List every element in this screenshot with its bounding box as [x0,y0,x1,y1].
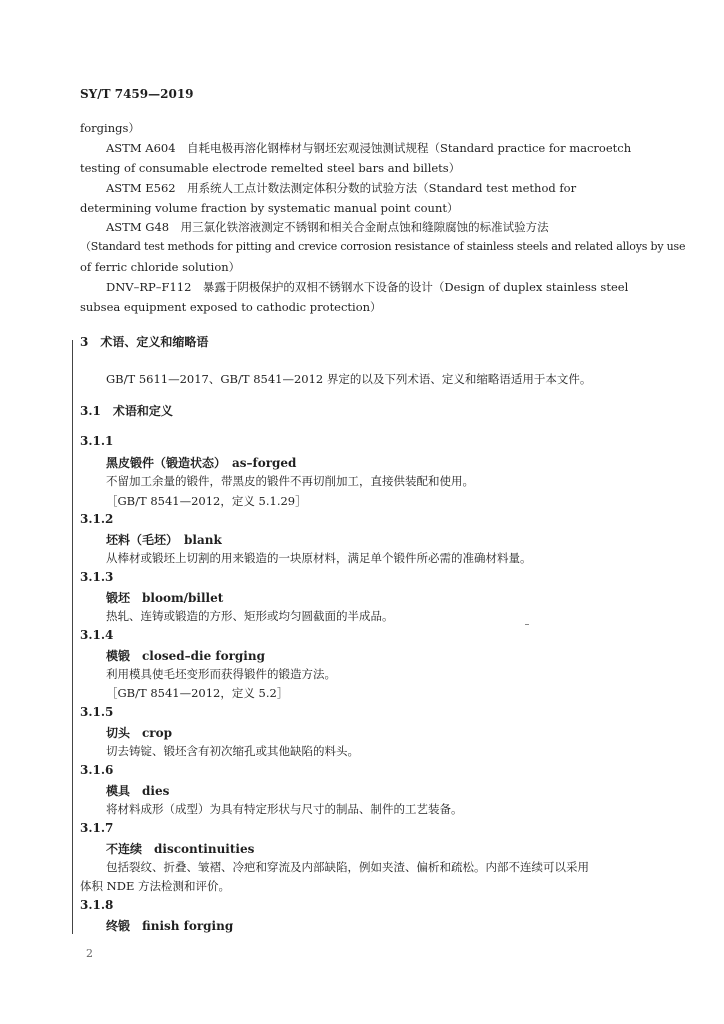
term-title: 锻坯 bloom/billet [106,591,224,605]
reference-line: of ferric chloride solution） [80,260,241,274]
term-number: 3.1.2 [80,512,114,526]
term-number: 3.1.4 [80,628,114,642]
term-title: 模锻 closed–die forging [106,649,265,663]
reference-line: testing of consumable electrode remelted steel bars and billets） [80,161,461,175]
term-title: 不连续 discontinuities [106,842,255,856]
term-definition: 包括裂纹、折叠、皱褶、冷疤和穿流及内部缺陷，例如夹渣、偏析和疏松。内部不连续可以采用 [106,860,589,874]
reference-line: forgings） [80,121,140,135]
term-definition: 不留加工余量的锻件，带黑皮的锻件不再切削加工，直接供装配和使用。 [106,474,474,488]
term-number: 3.1.3 [80,570,114,584]
term-definition: 热轧、连铸或锻造的方形、矩形或均匀圆截面的半成品。 [106,609,394,623]
document-code: SY/T 7459—2019 [80,87,194,101]
section-intro: GB/T 5611—2017、GB/T 8541—2012 界定的以及下列术语、定义和缩略语适用于本文件。 [106,372,592,386]
term-definition: 切去铸锭、锻坯含有初次缩孔或其他缺陷的料头。 [106,744,359,758]
page-number: 2 [86,947,93,960]
margin-rule [72,340,73,934]
reference-dnv: DNV–RP–F112 暴露于阴极保护的双相不锈钢水下设备的设计（Design of duplex stainless steel [106,280,629,294]
term-number: 3.1.7 [80,821,114,835]
term-title: 模具 dies [106,784,170,798]
term-definition-continued: 体积 NDE 方法检测和评价。 [80,879,230,893]
scan-mark [525,624,529,625]
term-title: 黑皮锻件（锻造状态） as–forged [106,456,297,470]
reference-astm-a604: ASTM A604 自耗电极再溶化钢棒材与钢坯宏观浸蚀测试规程（Standard practice for macroetch [106,141,632,155]
reference-line: subsea equipment exposed to cathodic protection） [80,300,382,314]
term-definition: 从棒材或锻坯上切割的用来锻造的一块原材料，满足单个锻件所必需的准确材料量。 [106,551,532,565]
term-title: 切头 crop [106,726,173,740]
subsection-heading: 3.1 术语和定义 [80,404,173,418]
reference-astm-e562: ASTM E562 用系统人工点计数法测定体积分数的试验方法（Standard test method for [106,181,577,195]
term-number: 3.1.1 [80,434,114,448]
reference-astm-g48: ASTM G48 用三氯化铁溶液测定不锈钢和相关合金耐点蚀和缝隙腐蚀的标准试验方法 [106,220,549,234]
term-source: ［GB/T 8541—2012，定义 5.2］ [106,686,289,700]
term-definition: 利用模具使毛坯变形而获得锻件的锻造方法。 [106,667,336,681]
reference-line: determining volume fraction by systematic manual point count） [80,201,459,215]
term-definition: 将材料成形（成型）为具有特定形状与尺寸的制品、制件的工艺装备。 [106,802,463,816]
term-title: 坯料（毛坯） blank [106,533,222,547]
section-heading: 3 术语、定义和缩略语 [80,335,209,349]
term-source: ［GB/T 8541—2012，定义 5.1.29］ [106,494,307,508]
reference-line: （Standard test methods for pitting and crevice corrosion resistance of stainless steels and related alloys by use [80,240,686,253]
term-number: 3.1.5 [80,705,114,719]
term-title: 终锻 finish forging [106,919,234,933]
term-number: 3.1.8 [80,898,114,912]
term-number: 3.1.6 [80,763,114,777]
